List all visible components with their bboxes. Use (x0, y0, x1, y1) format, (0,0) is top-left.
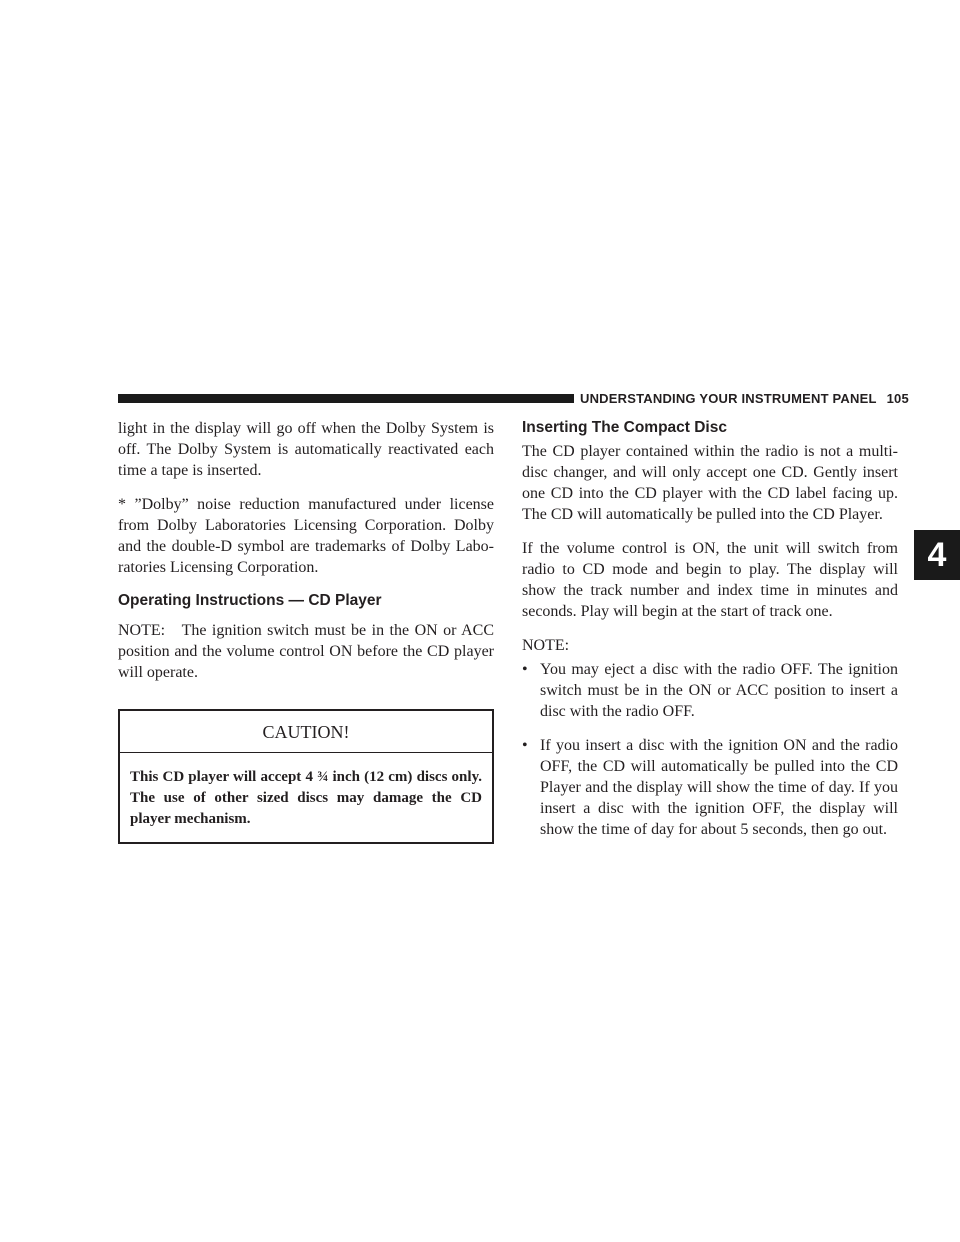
bullet-icon: • (522, 737, 528, 754)
bullet-text: You may eject a disc with the radio OFF. The ignition switch must be in the ON or ACC position to insert a disc with the radio OFF. (540, 661, 898, 720)
page-number: 105 (886, 391, 909, 406)
dolby-paragraph: light in the display will go off when the Dolby System is off. The Dolby System is automatically reactivated each time a tape is inserted. (118, 420, 494, 479)
caution-box (118, 709, 494, 844)
dolby-trademark-note: * ”Dolby” noise reduction manufactured under license from Dolby Laboratories Licensing Corporation. Dolby and the double-D symbol are trademarks of Dolby Labo-ratories Licensing Corporation. (118, 496, 494, 576)
bullet-icon: • (522, 661, 528, 678)
chapter-tab: 4 (914, 530, 960, 580)
caution-title: CAUTION! (120, 711, 492, 753)
list-item (522, 659, 898, 722)
header-rule (118, 394, 574, 403)
section-heading-inserting: Inserting The Compact Disc (522, 419, 727, 436)
note-text: The ignition switch must be in the ON or ACC position and the volume control ON before the CD player will operate. (118, 622, 495, 681)
list-item (522, 735, 898, 840)
right-column (522, 418, 898, 853)
note-heading: NOTE: (522, 637, 570, 654)
left-column (118, 418, 494, 844)
inserting-paragraph: The CD player contained within the radio is not a multi-disc changer, and will only accept one CD. Gently insert one CD into the CD player with the CD label facing up. The CD will automatically be pulled into the CD Player. (522, 443, 898, 523)
operating-note (118, 620, 494, 683)
section-title: UNDERSTANDING YOUR INSTRUMENT PANEL (580, 391, 877, 406)
running-header (580, 391, 909, 406)
note-label: NOTE: (118, 622, 166, 639)
volume-paragraph: If the volume control is ON, the unit will switch from radio to CD mode and begin to play. The display will show the track number and index time in minutes and seconds. Play will begin at the start of track one. (522, 540, 898, 620)
caution-text: This CD player will accept 4 ¾ inch (12 cm) discs only. The use of other sized discs may damage the CD player mechanism. (130, 769, 482, 827)
bullet-text: If you insert a disc with the ignition ON and the radio OFF, the CD will automatically be pulled into the CD Player and the display will show the time of day. If you insert a disc with the ignition OFF, the display will show the time of day for about 5 seconds, then go out. (540, 737, 898, 838)
section-heading-operating: Operating Instructions — CD Player (118, 592, 382, 609)
note-bullet-list (522, 659, 898, 840)
